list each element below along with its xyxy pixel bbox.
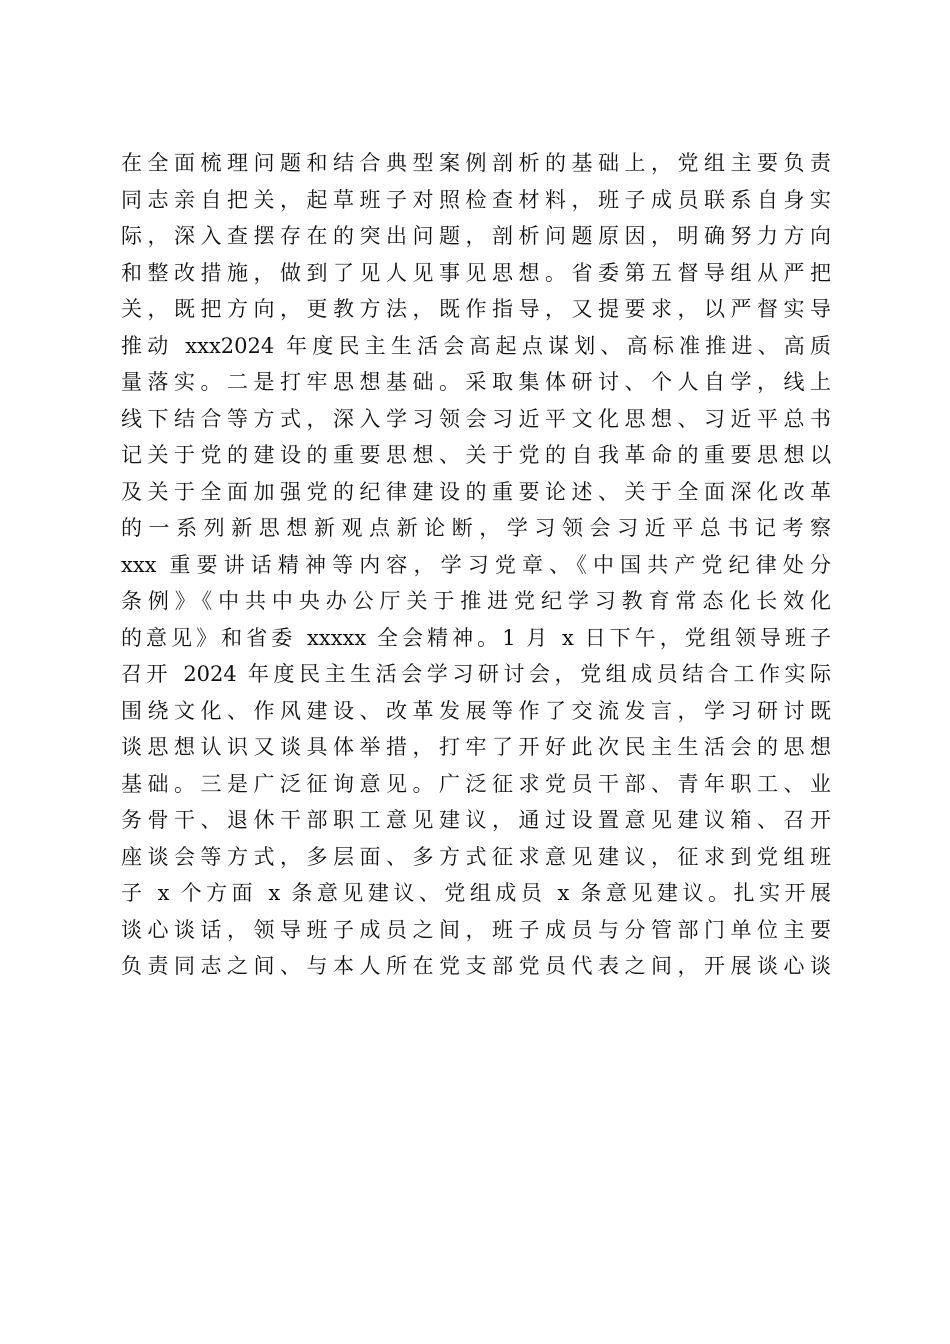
text-line: 及关于全面加强党的纪律建设的重要论述、关于全面深化改革: [121, 479, 831, 504]
text-line: 记关于党的建设的重要思想、关于党的自我革命的重要思想以: [121, 443, 831, 467]
text-line: 谈思想认识又谈具体举措，打牢了开好此次民主生活会的思想: [121, 735, 831, 759]
text-line: 负责同志之间、与本人所在党支部党员代表之间，开展谈心谈: [121, 954, 831, 978]
text-line: 关，既把方向，更教方法，既作指导，又提要求，以严督实导: [121, 297, 831, 321]
text-line: 和整改措施，做到了见人见事见思想。省委第五督导组从严把: [121, 260, 831, 285]
text-line: 谈心谈话，领导班子成员之间，班子成员与分管部门单位主要: [121, 917, 831, 942]
text-line: 基础。三是广泛征询意见。广泛征求党员干部、青年职工、业: [121, 771, 831, 796]
text-line: 量落实。二是打牢思想基础。采取集体研讨、个人自学，线上: [121, 370, 831, 394]
text-line: 的一系列新思想新观点新论断，学习领会习近平总书记考察: [121, 516, 831, 540]
text-line: 子 x 个方面 x 条意见建议、党组成员 x 条意见建议。扎实开展: [121, 881, 831, 905]
text-line: 座谈会等方式，多层面、多方式征求意见建议，征求到党组班: [121, 844, 831, 869]
text-line: 务骨干、退休干部职工意见建议，通过设置意见建议箱、召开: [121, 808, 831, 832]
text-line: 同志亲自把关，起草班子对照检查材料，班子成员联系自身实: [121, 187, 831, 212]
text-line: 在全面梳理问题和结合典型案例剖析的基础上，党组主要负责: [121, 151, 831, 175]
text-line: 线下结合等方式，深入学习领会习近平文化思想、习近平总书: [121, 406, 831, 431]
text-line: 围绕文化、作风建设、改革发展等作了交流发言，学习研讨既: [121, 698, 831, 723]
text-line: 际，深入查摆存在的突出问题，剖析问题原因，明确努力方向: [121, 224, 831, 248]
text-line: xxx 重要讲话精神等内容，学习党章、《中国共产党纪律处分: [121, 552, 831, 577]
text-line: 条例》《中共中央办公厅关于推进党纪学习教育常态化长效化: [121, 589, 831, 613]
text-line: 的意见》和省委 xxxxx 全会精神。1 月 x 日下午，党组领导班子: [121, 625, 831, 650]
text-line: 推动 xxx2024 年度民主生活会高起点谋划、高标准推进、高质: [121, 333, 831, 358]
text-line: 召开 2024 年度民主生活会学习研讨会，党组成员结合工作实际: [121, 662, 831, 686]
body-paragraph: [121, 145, 831, 985]
